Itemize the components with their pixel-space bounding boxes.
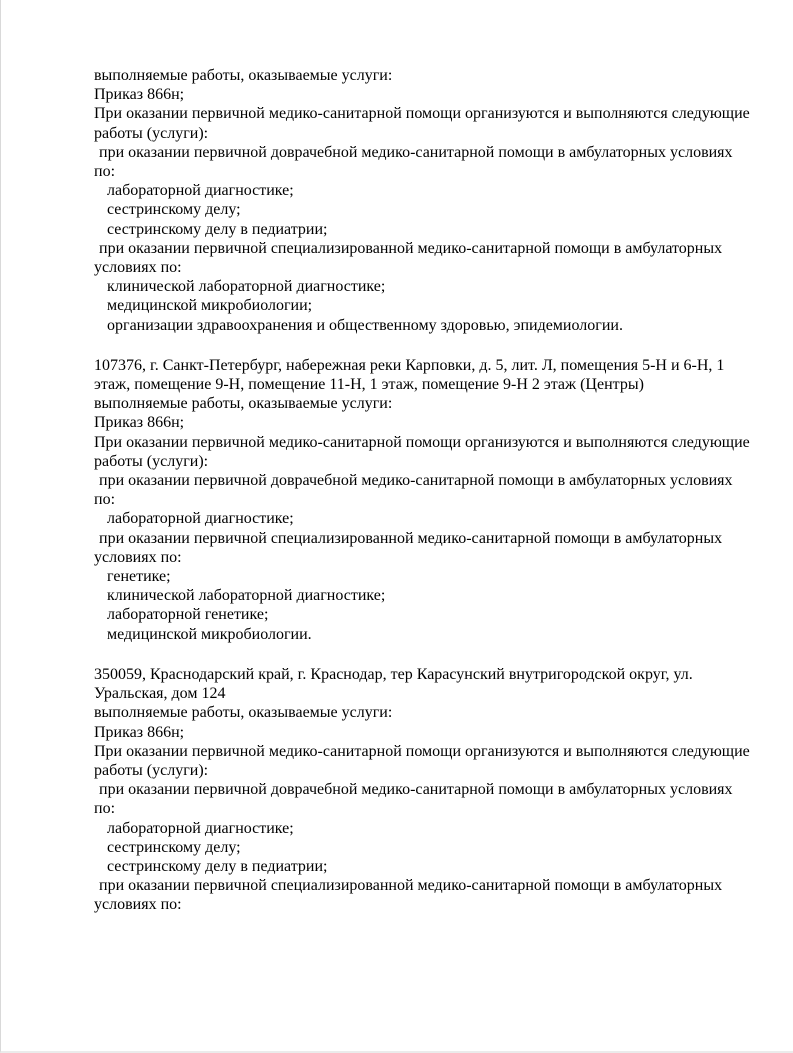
intro-line: При оказании первичной медико-санитарной помощи организуются и выполняются следующие xyxy=(94,742,750,760)
category-line: при оказании первичной доврачебной медико-санитарной помощи в амбулаторных условиях xyxy=(99,143,733,161)
category-line: при оказании первичной специализированной медико-санитарной помощи в амбулаторных xyxy=(99,877,723,895)
license-section xyxy=(94,665,753,915)
address-line: этаж, помещение 9-Н, помещение 11-Н, 1 этаж, помещение 9-Н 2 этаж (Центры) xyxy=(94,376,644,394)
order-line: Приказ 866н; xyxy=(94,86,185,104)
category-wrap-line: по: xyxy=(94,800,116,818)
intro-line: работы (услуги): xyxy=(94,761,209,779)
services-header-line: выполняемые работы, оказываемые услуги: xyxy=(94,67,393,84)
service-item-line: сестринскому делу в педиатрии; xyxy=(107,857,328,875)
service-item-line: лабораторной диагностике; xyxy=(107,510,294,528)
license-section xyxy=(94,66,753,335)
document-content xyxy=(1,0,793,915)
service-item-line: сестринскому делу; xyxy=(107,838,241,856)
order-line: Приказ 866н; xyxy=(94,414,185,432)
category-wrap-line: по: xyxy=(94,491,116,509)
service-item-line: медицинской микробиологии. xyxy=(107,625,312,643)
services-header-line: выполняемые работы, оказываемые услуги: xyxy=(94,395,393,413)
address-line: 350059, Краснодарский край, г. Краснодар, тер Карасунский внутригородской округ, ул. xyxy=(94,665,693,683)
service-item-line: медицинской микробиологии; xyxy=(107,297,313,315)
service-item-line: клинической лабораторной диагностике; xyxy=(107,278,386,296)
address-line: 107376, г. Санкт-Петербург, набережная реки Карповки, д. 5, лит. Л, помещения 5-Н и 6-Н, 1 xyxy=(94,356,725,374)
intro-line: При оказании первичной медико-санитарной помощи организуются и выполняются следующие xyxy=(94,105,750,123)
order-line: Приказ 866н; xyxy=(94,723,185,741)
category-wrap-line: условиях по: xyxy=(94,259,182,277)
service-item-line: генетике; xyxy=(107,568,171,586)
category-wrap-line: условиях по: xyxy=(94,548,182,566)
category-wrap-line: по: xyxy=(94,163,116,181)
category-wrap-line: условиях по: xyxy=(94,896,182,914)
service-item-line: лабораторной генетике; xyxy=(107,606,269,624)
address-line: Уральская, дом 124 xyxy=(94,685,226,703)
service-item-line: сестринскому делу; xyxy=(107,201,241,219)
category-line: при оказании первичной доврачебной медико-санитарной помощи в амбулаторных условиях xyxy=(99,781,733,799)
service-item-line: клинической лабораторной диагностике; xyxy=(107,587,386,605)
services-header-line: выполняемые работы, оказываемые услуги: xyxy=(94,704,393,722)
license-section xyxy=(94,356,753,644)
service-item-line: лабораторной диагностике; xyxy=(107,819,294,837)
category-line: при оказании первичной специализированной медико-санитарной помощи в амбулаторных xyxy=(99,529,723,547)
intro-line: работы (услуги): xyxy=(94,452,209,470)
service-item-line: организации здравоохранения и общественному здоровью, эпидемиологии. xyxy=(107,316,623,334)
intro-line: работы (услуги): xyxy=(94,124,209,142)
intro-line: При оказании первичной медико-санитарной помощи организуются и выполняются следующие xyxy=(94,433,750,451)
category-line: при оказании первичной доврачебной медико-санитарной помощи в амбулаторных условиях xyxy=(99,472,733,490)
service-item-line: лабораторной диагностике; xyxy=(107,182,294,200)
service-item-line: сестринскому делу в педиатрии; xyxy=(107,220,328,238)
category-line: при оказании первичной специализированной медико-санитарной помощи в амбулаторных xyxy=(99,239,723,257)
